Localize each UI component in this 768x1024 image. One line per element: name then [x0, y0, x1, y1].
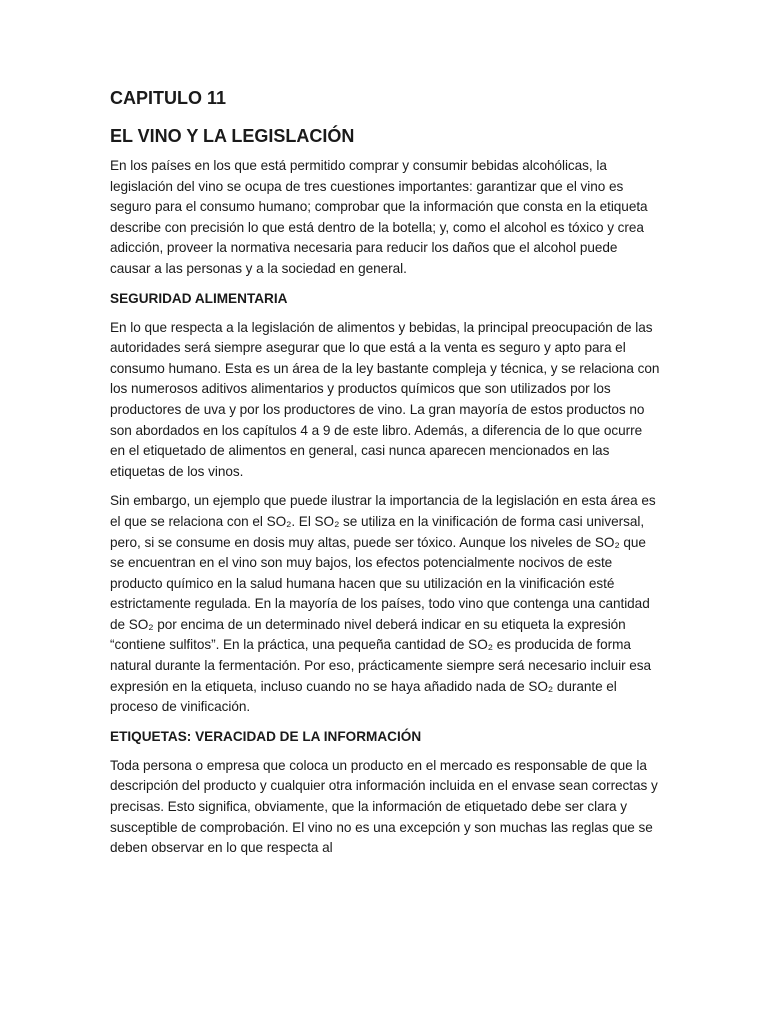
food-safety-paragraph-2: Sin embargo, un ejemplo que puede ilustrar la importancia de la legislación en esta área es el que se relaciona con el SO₂. El SO₂ se utiliza en la vinificación de forma casi universal, pero, si se consume en dosis muy altas, puede ser tóxico. Aunque los niveles de SO₂ que se encuentran en el vino son muy bajos, los efectos potencialmente nocivos de este producto químico en la salud humana hacen que su utilización en la vinificación esté estrictamente regulada. En la mayoría de los países, todo vino que contenga una cantidad de SO₂ por encima de un determinado nivel deberá indicar en su etiqueta la expresión “contiene sulfitos”. En la práctica, una pequeña cantidad de SO₂ es producida de forma natural durante la fermentación. Por eso, prácticamente siempre será necesario incluir esa expresión en la etiqueta, incluso cuando no se haya añadido nada de SO₂ durante el proceso de vinificación.	[110, 493, 656, 715]
food-safety-paragraph-1: En lo que respecta a la legislación de alimentos y bebidas, la principal preocupación de las autoridades será siempre asegurar que lo que está a la venta es seguro y apto para el consumo humano. Esta es un área de la ley bastante compleja y técnica, y se relaciona con los numerosos aditivos alimentarios y productos químicos que son utilizados por los productores de uva y por los productores de vino. La gran mayoría de estos productos no son abordados en los capítulos 4 a 9 de este libro. Además, a diferencia de lo que ocurre en el etiquetado de alimentos en general, casi nunca aparecen mencionados en las etiquetas de los vinos.	[110, 319, 660, 479]
chapter-heading: CAPITULO 11	[110, 88, 227, 108]
section-heading-labels: ETIQUETAS: VERACIDAD DE LA INFORMACIÓN	[110, 728, 422, 744]
labels-paragraph-1: Toda persona o empresa que coloca un producto en el mercado es responsable de que la descripción del producto y cualquier otra información incluida en el envase sean correctas y precisas. Esto significa, obviamente, que la información de etiquetado debe ser clara y susceptible de comprobación. El vino no es una excepción y son muchas las reglas que se deben observar en lo que respecta al	[110, 757, 658, 856]
intro-paragraph: En los países en los que está permitido comprar y consumir bebidas alcohólicas, la legislación del vino se ocupa de tres cuestiones importantes: garantizar que el vino es seguro para el consumo humano; comprobar que la información que consta en la etiqueta describe con precisión lo que está dentro de la botella; y, como el alcohol es tóxico y crea adicción, proveer la normativa necesaria para reducir los daños que el alcohol puede causar a las personas y a la sociedad en general.	[110, 158, 648, 276]
chapter-title: EL VINO Y LA LEGISLACIÓN	[110, 126, 355, 146]
document-page	[110, 86, 660, 868]
section-heading-food-safety: SEGURIDAD ALIMENTARIA	[110, 290, 288, 306]
